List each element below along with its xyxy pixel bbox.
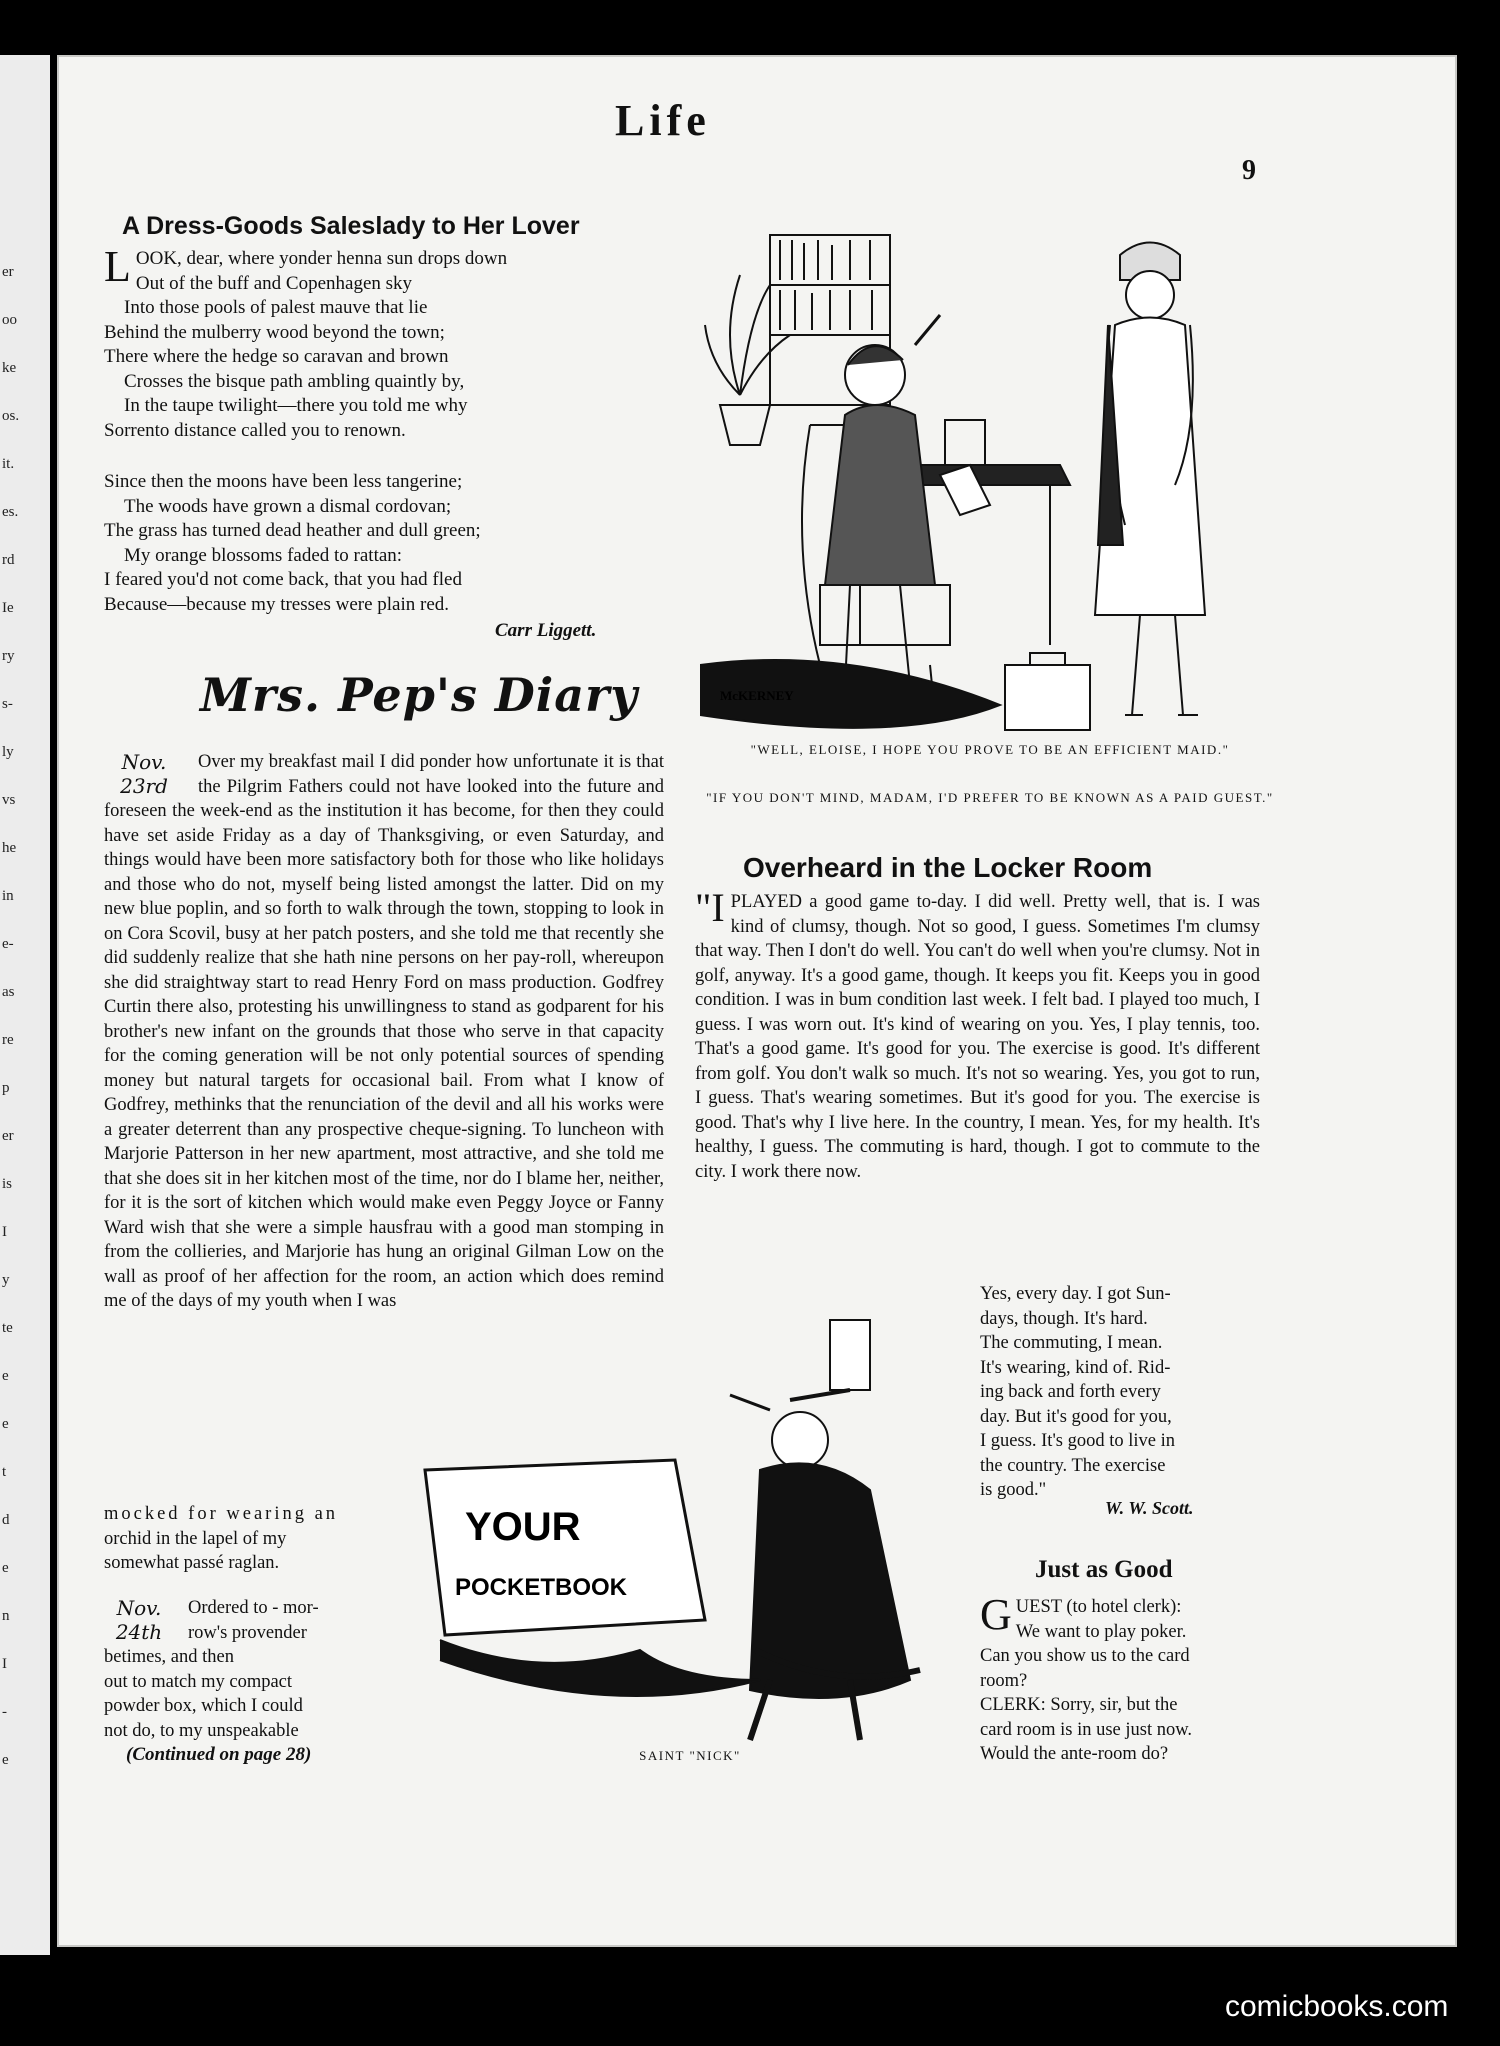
locker-line: days, though. It's hard.: [980, 1308, 1148, 1329]
cartoon-caption-2: "IF YOU DON'T MIND, MADAM, I'D PREFER TO BE KNOWN AS A PAID GUEST.": [706, 790, 1274, 805]
diary-date-1: [104, 750, 184, 798]
left-page-fragment: e: [2, 1560, 9, 1576]
left-page-fragment: e: [2, 1416, 9, 1432]
diary-entry-text: Over my breakfast mail I did ponder how unfortunate it is that the Pilgrim Fathers could not have looked into the future and foreseen the week-end as the institution it has become, for then they could have set aside Friday as a day of Thanksgiving, or even Saturday, and things would have been more satisfactory both for those who like holidays and those who do not, myself being listed amongst the latter. Did on my new blue poplin, and so forth to walk through the town, stopping to look in on Cora Scovil, busy at her patch posters, and she told me that recently she did suddenly realize that she hath nine persons on her pay-roll, whereupon she did straightway start to read Henry Ford on mass production. Godfrey Curtin there also, protesting his unwillingness to stand as godparent for his brother's new infant on the grounds that those who serve in that capacity for the coming generation will be not only potential sources of spending money but natural targets for occasional bail. From what I know of Godfrey, methinks that the renunciation of the devil and all his works were a greater deterrent than any prospective cheque-signing. To luncheon with Marjorie Patterson in her new apartment, most attractive, and she told me that she does sit in her kitchen most of the time, nor do I blame her, neither, for it is the sort of kitchen which would make even Peggy Joyce or Fanny Ward wish that she were a simple hausfrau with a good man stomping in from the collieries, and Marjorie has hung an original Gilman Low on the wall as proof of her affection for the room, an action which does remind me of the days of my youth when I was: [104, 752, 664, 1311]
locker-line: I guess. It's good to live in: [980, 1431, 1175, 1451]
locker-text: [695, 885, 1260, 1184]
locker-line: is good.": [980, 1480, 1047, 1500]
left-page-fragment: er: [2, 264, 14, 280]
diary-date-2: [104, 1596, 174, 1644]
poem-line: Crosses the bisque path ambling quaintly by,: [124, 370, 465, 392]
left-page-fragment: e: [2, 1752, 9, 1768]
poem-line: Since then the moons have been less tangerine;: [104, 471, 463, 492]
poem-line: Because—because my tresses were plain red.: [104, 593, 450, 615]
poem-dropcap: L: [104, 242, 131, 291]
poem-line: Into those pools of palest mauve that lie: [124, 297, 428, 318]
locker-line: ing back and forth every: [980, 1382, 1161, 1402]
left-page-fragment: y: [2, 1272, 10, 1288]
left-page-fragment: n: [2, 1608, 10, 1624]
diary-line: mocked for wearing an: [104, 1504, 339, 1524]
continued-note: [126, 1744, 311, 1766]
continued-text: (Continued on page 28): [126, 1744, 312, 1765]
poem-line: My orange blossoms faded to rattan:: [124, 544, 403, 566]
joke-dropcap: G: [980, 1590, 1012, 1639]
left-page-fragment: rd: [2, 552, 15, 568]
poem-stanza-1: [104, 242, 664, 443]
diary-line: orchid in the lapel of my: [104, 1528, 287, 1549]
poem-line: The woods have grown a dismal cordovan;: [124, 495, 452, 517]
left-page-fragment: -: [2, 1704, 7, 1720]
left-page-fragment: Ie: [2, 600, 14, 616]
left-page-fragment: ry: [2, 648, 15, 664]
left-page-fragment: e-: [2, 936, 14, 952]
diary-title: Mrs. Pep's Diary: [200, 668, 638, 722]
joke-text: [980, 1590, 1270, 1767]
left-page-fragment: re: [2, 1032, 14, 1048]
left-page-fragment: d: [2, 1512, 10, 1528]
locker-body: PLAYED a good game to-day. I did well. Pretty well, that is. I was kind of clumsy, though. Not so good, I guess. Sometimes I'm clumsy that way. Then I don't do well. You can't do well when you're clumsy. Not in golf, anyway. It's a good game, though. It keeps you fit. Keeps you in good condition. I was in bum condition last week. I felt bad. I played too much, I guess. I was worn out. It's kind of wearing on you. Yes, I play tennis, too. That's a good game. It's good for you. The exercise is good. It's different from golf. You don't walk so much. It's not so wearing. Yes, you got to run, I guess. That's wearing sometimes. But it's good for you. The exercise is good. That's why I live here. In the country, I mean. Yes, for my health. It's healthy, I guess. The commuting is hard, though. I got to commute to the city. I work there now.: [695, 892, 1260, 1182]
diary-date-day: 24th: [115, 1620, 163, 1644]
locker-quote-dropcap: "I: [695, 885, 725, 930]
poem-author: Carr Liggett.: [495, 620, 597, 641]
locker-line: It's wearing, kind of. Rid-: [980, 1357, 1171, 1378]
site-watermark: comicbooks.com: [1225, 1990, 1449, 2023]
left-page-fragment: it.: [2, 456, 15, 472]
left-page-fragment: in: [2, 888, 14, 904]
left-page-fragment: I: [2, 1224, 7, 1240]
left-page-fragment: te: [2, 1320, 13, 1336]
diary-line: powder box, which I could: [104, 1696, 303, 1716]
diary-date-month: Nov.: [121, 750, 167, 774]
poem-stanza-2: [104, 470, 481, 617]
poem-line: In the taupe twilight—there you told me why: [124, 395, 468, 416]
diary-line: betimes, and then: [104, 1647, 234, 1667]
joke-line: card room is in use just now.: [980, 1719, 1193, 1740]
locker-author: W. W. Scott.: [1105, 1498, 1194, 1518]
page-number: 9: [1242, 155, 1256, 186]
locker-title: Overheard in the Locker Room: [743, 852, 1153, 883]
locker-tail: [980, 1282, 1175, 1503]
diary-date-month: Nov.: [116, 1596, 162, 1620]
left-page-fragment: he: [2, 840, 17, 856]
left-page-fragment: oo: [2, 312, 17, 328]
poem-title: A Dress-Goods Saleslady to Her Lover: [122, 212, 580, 240]
left-page-fragment: es.: [2, 504, 19, 520]
locker-line: the country. The exercise: [980, 1455, 1166, 1476]
poem-line: Sorrento distance called you to renown.: [104, 419, 406, 441]
joke-line: UEST (to hotel clerk):: [1015, 1597, 1182, 1617]
sign-word-your: YOUR: [465, 1505, 581, 1549]
diary-line: somewhat passé raglan.: [104, 1553, 280, 1573]
cartoon-signature: McKERNEY: [720, 688, 794, 703]
left-page-fragment: vs: [2, 792, 16, 808]
left-page-fragment: as: [2, 984, 15, 1000]
cartoon-caption-1: "WELL, ELOISE, I HOPE YOU PROVE TO BE AN EFFICIENT MAID.": [750, 742, 1230, 757]
diary-entry-1: [104, 750, 664, 1314]
poem-line: OOK, dear, where yonder henna sun drops down: [135, 248, 508, 269]
left-page-fragment: e: [2, 1368, 9, 1384]
joke-line: room?: [980, 1670, 1028, 1691]
left-page-fragment: ly: [2, 744, 14, 760]
left-page-fragment: p: [2, 1080, 10, 1096]
joke-title: Just as Good: [1035, 1556, 1173, 1583]
diary-line: not do, to my unspeakable: [104, 1720, 299, 1741]
left-page-fragment: ke: [2, 360, 17, 376]
joke-line: Can you show us to the card: [980, 1646, 1190, 1666]
masthead-title: Life: [615, 96, 711, 145]
poem-line: Out of the buff and Copenhagen sky: [135, 272, 413, 294]
locker-line: The commuting, I mean.: [980, 1333, 1163, 1353]
left-page-fragment: os.: [2, 408, 20, 424]
joke-line: Would the ante-room do?: [980, 1744, 1169, 1764]
saint-nick-caption: SAINT "NICK": [639, 1748, 741, 1763]
diary-line: row's provender: [188, 1622, 307, 1643]
locker-line: Yes, every day. I got Sun-: [980, 1284, 1171, 1304]
sign-word-pocketbook: POCKETBOOK: [455, 1574, 628, 1601]
poem-line: I feared you'd not come back, that you had fled: [104, 569, 462, 590]
diary-entry-1-tail: [104, 1502, 338, 1576]
poem-line: The grass has turned dead heather and dull green;: [104, 520, 481, 541]
poem-line: There where the hedge so caravan and brown: [104, 346, 449, 367]
poem-line: Behind the mulberry wood beyond the town;: [104, 321, 445, 343]
left-page-fragment: is: [2, 1176, 13, 1192]
joke-line: CLERK: Sorry, sir, but the: [980, 1695, 1178, 1715]
left-page-fragment: t: [2, 1464, 7, 1480]
left-page-fragment: s-: [2, 696, 13, 712]
left-page-fragment: er: [2, 1128, 14, 1144]
left-page-fragment: I: [2, 1656, 7, 1672]
diary-date-day: 23rd: [120, 774, 168, 798]
joke-line: We want to play poker.: [1015, 1621, 1187, 1642]
locker-line: day. But it's good for you,: [980, 1406, 1172, 1427]
cartoon-maid-illustration: [700, 225, 1280, 735]
diary-entry-2: [104, 1596, 319, 1743]
left-page-edge: [0, 55, 50, 1955]
saint-nick-illustration: [410, 1310, 970, 1750]
diary-line: out to match my compact: [104, 1671, 293, 1692]
diary-line: Ordered to - mor-: [188, 1598, 319, 1618]
